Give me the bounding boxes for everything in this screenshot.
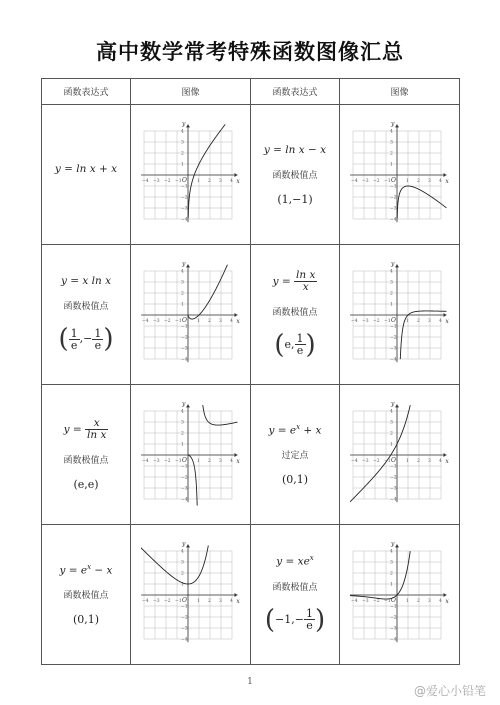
header-row — [42, 79, 460, 105]
function-curve — [350, 551, 410, 599]
x-tick-label: −3 — [361, 598, 369, 604]
formula-cell — [251, 245, 340, 385]
x-tick-label: −2 — [163, 318, 171, 324]
x-tick-label: 1 — [405, 178, 409, 184]
x-tick-label: 1 — [196, 598, 200, 604]
fixed-point: (0,1) — [281, 473, 309, 487]
y-tick-label: 2 — [180, 291, 184, 296]
origin-label: O — [390, 596, 396, 604]
y-axis-arrow — [186, 544, 190, 547]
formula-cell — [251, 385, 340, 525]
graph-ln-x-minus-x — [350, 116, 450, 234]
graph-cell — [340, 245, 460, 385]
origin-label: O — [181, 596, 187, 604]
y-tick-label: 3 — [180, 560, 184, 565]
y-tick-label: −3 — [389, 626, 397, 631]
extremum-label: 函数极值点 — [272, 582, 318, 593]
y-tick-label: 3 — [389, 140, 393, 145]
y-tick-label: 1 — [389, 162, 393, 167]
header-graph: 图像 — [131, 79, 251, 105]
x-tick-label: −1 — [383, 178, 391, 184]
x-axis-label: x — [235, 457, 240, 465]
x-tick-label: 4 — [229, 318, 233, 324]
extremum-point: ( $\frac{1}{e}$ ,− $\frac{1}{e}$ ) — [58, 324, 114, 354]
x-tick-label: 3 — [218, 458, 222, 464]
extremum-point: (e, $\frac{1}{e}$ ) — [274, 329, 316, 360]
graph-ex-plus-x — [350, 396, 450, 514]
x-tick-label: 1 — [196, 318, 200, 324]
x-tick-label: −3 — [152, 598, 160, 604]
formula: $y = e^x - x$ — [59, 562, 113, 577]
y-tick-label: 1 — [389, 582, 393, 587]
x-tick-label: 1 — [405, 318, 409, 324]
x-tick-label: 3 — [427, 458, 431, 464]
x-tick-label: 4 — [229, 178, 233, 184]
x-tick-label: 2 — [416, 178, 420, 184]
x-tick-label: −1 — [383, 318, 391, 324]
x-tick-label: −4 — [141, 458, 149, 464]
function-curve — [188, 455, 197, 506]
x-tick-label: −3 — [152, 318, 160, 324]
x-tick-label: −3 — [152, 458, 160, 464]
y-tick-label: 4 — [389, 549, 393, 554]
watermark: @爱心小铅笔 — [413, 684, 486, 698]
y-tick-label: 3 — [389, 280, 393, 285]
y-tick-label: 2 — [389, 431, 393, 436]
x-tick-label: −2 — [163, 598, 171, 604]
formula-cell — [42, 385, 131, 525]
x-tick-label: 3 — [218, 598, 222, 604]
extremum-label: 函数极值点 — [272, 307, 318, 318]
x-tick-label: −3 — [152, 178, 160, 184]
graph-x-ln-x — [141, 256, 241, 374]
y-tick-label: −1 — [180, 184, 188, 189]
x-tick-label: 2 — [416, 458, 420, 464]
y-tick-label: 4 — [389, 129, 393, 134]
formula: $y = xe^x$ — [276, 554, 314, 568]
graph-cell — [340, 525, 460, 665]
y-tick-label: −2 — [180, 615, 188, 620]
x-axis-label: x — [444, 597, 449, 605]
y-tick-label: 4 — [180, 409, 184, 414]
y-tick-label: 4 — [180, 129, 184, 134]
y-tick-label: −2 — [389, 615, 397, 620]
y-tick-label: 4 — [180, 549, 184, 554]
y-tick-label: −1 — [389, 324, 397, 329]
y-tick-label: −4 — [180, 497, 188, 502]
y-tick-label: 2 — [180, 571, 184, 576]
x-axis-arrow — [443, 453, 446, 457]
y-tick-label: 1 — [180, 442, 184, 447]
origin-label: O — [181, 176, 187, 184]
x-tick-label: 4 — [229, 598, 233, 604]
x-tick-label: −4 — [350, 598, 358, 604]
y-tick-label: 2 — [180, 151, 184, 156]
y-axis-arrow — [395, 404, 399, 407]
y-axis-label: y — [181, 260, 185, 267]
y-tick-label: 1 — [180, 162, 184, 167]
page-number: 1 — [247, 677, 253, 687]
y-tick-label: 3 — [180, 280, 184, 285]
x-tick-label: 4 — [438, 598, 442, 604]
y-axis-arrow — [395, 264, 399, 267]
y-tick-label: 3 — [180, 420, 184, 425]
y-tick-label: 4 — [389, 269, 393, 274]
formula: y = ln x − x — [263, 143, 327, 156]
extremum-point: (e,e) — [73, 478, 99, 491]
formula: y = $\frac{\text{ln x}}{x}$ — [272, 268, 316, 293]
table-row — [42, 385, 460, 525]
x-tick-label: 3 — [427, 178, 431, 184]
origin-label: O — [390, 456, 396, 464]
y-axis-label: y — [390, 120, 394, 127]
origin-label: O — [181, 456, 187, 464]
y-tick-label: −1 — [389, 464, 397, 469]
graph-cell — [340, 385, 460, 525]
y-tick-label: −3 — [180, 346, 188, 351]
x-tick-label: −4 — [141, 318, 149, 324]
x-tick-label: 4 — [229, 458, 233, 464]
y-tick-label: −3 — [389, 346, 397, 351]
x-axis-arrow — [234, 593, 237, 597]
x-tick-label: −4 — [350, 318, 358, 324]
y-tick-label: −1 — [389, 604, 397, 609]
graph-cell — [131, 525, 251, 665]
x-axis-arrow — [443, 313, 446, 317]
y-tick-label: 2 — [389, 571, 393, 576]
x-tick-label: 3 — [427, 318, 431, 324]
formula-cell — [251, 105, 340, 245]
x-tick-label: −4 — [350, 178, 358, 184]
x-axis-label: x — [444, 177, 449, 185]
y-tick-label: −4 — [180, 217, 188, 222]
header-expr: 函数表达式 — [251, 79, 340, 105]
x-tick-label: 2 — [207, 318, 211, 324]
y-tick-label: 2 — [389, 291, 393, 296]
extremum-point: (1,−1) — [277, 192, 313, 206]
x-tick-label: 2 — [207, 178, 211, 184]
x-tick-label: −4 — [141, 598, 149, 604]
x-tick-label: 1 — [405, 458, 409, 464]
graph-x-ex — [350, 536, 450, 654]
graph-ex-minus-x — [141, 536, 241, 654]
y-tick-label: −4 — [180, 357, 188, 362]
x-axis-arrow — [443, 593, 446, 597]
y-tick-label: −2 — [389, 195, 397, 200]
formula-cell — [42, 105, 131, 245]
formula: y = $\frac{x}{\text{ln x}}$ — [63, 417, 107, 441]
y-axis-arrow — [395, 124, 399, 127]
y-tick-label: 1 — [389, 302, 393, 307]
y-tick-label: −4 — [180, 637, 188, 642]
y-tick-label: −3 — [389, 486, 397, 491]
y-tick-label: 3 — [389, 420, 393, 425]
x-tick-label: −2 — [372, 318, 380, 324]
x-tick-label: 4 — [438, 458, 442, 464]
x-tick-label: −2 — [163, 458, 171, 464]
x-tick-label: −4 — [350, 458, 358, 464]
y-tick-label: 2 — [389, 151, 393, 156]
y-axis-label: y — [390, 540, 394, 547]
x-tick-label: 2 — [416, 318, 420, 324]
graph-ln-x-over-x — [350, 256, 450, 374]
formula: y = x ln x — [60, 275, 112, 287]
x-tick-label: −1 — [174, 598, 182, 604]
y-tick-label: −1 — [180, 464, 188, 469]
y-axis-arrow — [395, 544, 399, 547]
formula: $y = e^x + x$ — [268, 422, 322, 437]
table-row — [42, 105, 460, 245]
x-axis-arrow — [443, 173, 446, 177]
header-graph: 图像 — [340, 79, 460, 105]
y-tick-label: −3 — [180, 626, 188, 631]
x-tick-label: 4 — [438, 178, 442, 184]
extremum-label: 函数极值点 — [63, 456, 109, 466]
x-tick-label: 3 — [218, 318, 222, 324]
y-axis-arrow — [186, 404, 190, 407]
x-tick-label: −4 — [141, 178, 149, 184]
x-tick-label: −3 — [361, 318, 369, 324]
graph-cell — [131, 385, 251, 525]
y-axis-label: y — [181, 540, 185, 547]
y-tick-label: −2 — [180, 195, 188, 200]
y-axis-arrow — [186, 124, 190, 127]
table-row — [42, 245, 460, 385]
y-tick-label: 1 — [180, 582, 184, 587]
x-tick-label: −2 — [372, 458, 380, 464]
x-axis-label: x — [235, 177, 240, 185]
x-tick-label: 2 — [207, 458, 211, 464]
y-tick-label: −2 — [389, 335, 397, 340]
x-tick-label: −1 — [383, 598, 391, 604]
x-tick-label: 2 — [416, 598, 420, 604]
page-title: 高中数学常考特殊函数图像汇总 — [96, 40, 404, 64]
y-tick-label: 3 — [180, 140, 184, 145]
graph-cell — [131, 105, 251, 245]
y-tick-label: 3 — [389, 560, 393, 565]
x-axis-label: x — [235, 597, 240, 605]
y-tick-label: −2 — [180, 335, 188, 340]
y-tick-label: −4 — [389, 497, 397, 502]
x-tick-label: 1 — [405, 598, 409, 604]
graph-cell — [131, 245, 251, 385]
function-curve — [397, 186, 446, 218]
y-tick-label: −1 — [180, 604, 188, 609]
extremum-point: (−1,− $\frac{1}{e}$ ) — [264, 604, 326, 635]
extremum-label: 函数极值点 — [63, 302, 109, 312]
extremum-label: 函数极值点 — [272, 170, 318, 181]
formula: y = ln x + x — [54, 162, 118, 175]
formula-cell — [42, 525, 131, 665]
y-axis-label: y — [181, 120, 185, 127]
x-tick-label: 3 — [427, 598, 431, 604]
y-tick-label: 4 — [180, 269, 184, 274]
extremum-label: 函数极值点 — [63, 591, 109, 602]
x-axis-label: x — [235, 317, 240, 325]
y-tick-label: −3 — [180, 486, 188, 491]
fixed-point-label: 过定点 — [281, 451, 309, 462]
formula-cell — [251, 525, 340, 665]
y-tick-label: −2 — [389, 475, 397, 480]
table-row — [42, 525, 460, 665]
y-axis-label: y — [181, 400, 185, 407]
function-curve — [188, 124, 225, 217]
graph-ln-x-plus-x — [141, 116, 241, 234]
graph-cell — [340, 105, 460, 245]
extremum-point: (0,1) — [72, 613, 100, 627]
formula-cell — [42, 245, 131, 385]
x-axis-arrow — [234, 453, 237, 457]
y-tick-label: −1 — [180, 324, 188, 329]
function-table — [41, 78, 460, 665]
y-tick-label: −4 — [389, 217, 397, 222]
y-tick-label: −4 — [389, 637, 397, 642]
x-tick-label: −2 — [372, 178, 380, 184]
y-tick-label: −3 — [389, 206, 397, 211]
y-tick-label: 4 — [389, 409, 393, 414]
y-tick-label: 1 — [180, 302, 184, 307]
x-tick-label: 1 — [196, 178, 200, 184]
origin-label: O — [390, 176, 396, 184]
x-tick-label: −1 — [383, 458, 391, 464]
function-curve — [188, 264, 227, 318]
x-tick-label: −2 — [372, 598, 380, 604]
y-tick-label: −1 — [389, 184, 397, 189]
x-tick-label: −1 — [174, 318, 182, 324]
x-tick-label: 3 — [218, 178, 222, 184]
x-tick-label: −1 — [174, 458, 182, 464]
y-tick-label: 1 — [389, 442, 393, 447]
x-axis-arrow — [234, 173, 237, 177]
x-axis-label: x — [444, 457, 449, 465]
x-axis-arrow — [234, 313, 237, 317]
x-tick-label: 1 — [196, 458, 200, 464]
x-tick-label: 4 — [438, 318, 442, 324]
graph-x-over-ln-x — [141, 396, 241, 514]
y-axis-arrow — [186, 264, 190, 267]
header-expr: 函数表达式 — [42, 79, 131, 105]
y-tick-label: −2 — [180, 475, 188, 480]
x-tick-label: −1 — [174, 178, 182, 184]
y-axis-label: y — [390, 400, 394, 407]
origin-label: O — [181, 316, 187, 324]
y-tick-label: −3 — [180, 206, 188, 211]
x-tick-label: 2 — [207, 598, 211, 604]
origin-label: O — [390, 316, 396, 324]
x-tick-label: −3 — [361, 178, 369, 184]
y-axis-label: y — [390, 260, 394, 267]
y-tick-label: −4 — [389, 357, 397, 362]
y-tick-label: 2 — [180, 431, 184, 436]
x-tick-label: −2 — [163, 178, 171, 184]
x-tick-label: −3 — [361, 458, 369, 464]
x-axis-label: x — [444, 317, 449, 325]
